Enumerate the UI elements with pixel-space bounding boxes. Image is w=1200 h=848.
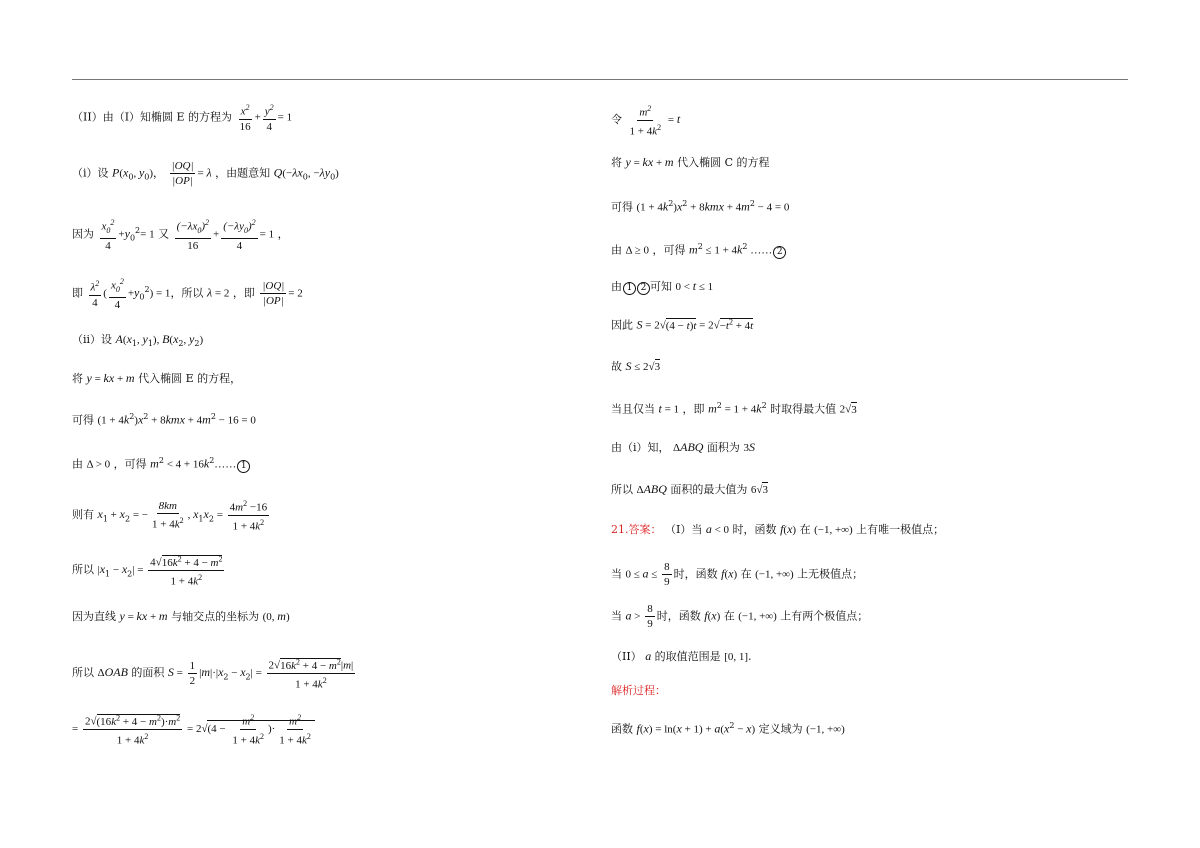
left-line-10: 所以 $|x_1 - x_2|$ = $\frac{4√16k^2 + 4 - m^2}{1 + 4k^2}$	[72, 554, 223, 588]
line-text: 故	[611, 360, 626, 373]
line-text: （i）设	[72, 166, 113, 180]
right-line-13: 当 a > $\frac{8}{9}$ 时，函数 f(x) 在 (−1, +∞) 上有两个极值点；	[611, 603, 869, 630]
left-line-7: 可得 $(1 + 4k^2)x^2 + 8kmx + 4m^2 - 16 = 0$	[72, 412, 256, 427]
answer-label: 21.答案：	[611, 523, 662, 536]
left-line-6: 将 y = kx + m 代入椭圆 E 的方程，	[72, 371, 242, 385]
line-text: 函数	[611, 722, 637, 736]
line-text: 所以	[72, 563, 98, 577]
right-line-1: 令 $\frac{m^2}{1 + 4k^2}$ = t	[611, 104, 681, 138]
line-text: 令	[611, 113, 626, 127]
line-text: 即	[72, 286, 87, 300]
right-line-12: 当 0 ≤ a ≤ $\frac{8}{9}$ 时，函数 f(x) 在 (−1, +∞) 上无极值点；	[611, 561, 864, 588]
right-line-4: 由 Δ ≥ 0 ，可得 $m^2 \le 1 + 4k^2$ …… 2	[611, 240, 786, 259]
header-rule	[72, 79, 1128, 80]
line-text: 当且仅当	[611, 402, 659, 416]
circle-one: 1	[237, 460, 250, 473]
left-line-3: 因为 $\frac{x_0^2}{4}$ $+y_0^2= 1$ 又 $\frac{(-\lambda x_0)^2}{16}$ + $\frac{(-\lambda y_0)^2}{4}$ = 1 ，	[72, 218, 289, 252]
line-text: 将	[72, 372, 87, 385]
right-line-9: 由（i）知， ΔABQ 面积为 3S	[611, 440, 755, 454]
left-line-9: 则有 $x_1 + x_2$ = − $\frac{8km}{1 + 4k^2}$ , $x_1x_2$ = $\frac{4m^2 -16}{1 + 4k^2}$	[72, 499, 268, 533]
line-text: 将	[611, 156, 626, 169]
right-line-10: 所以 ΔABQ 面积的最大值为 6√3	[611, 482, 768, 496]
line-text: 由	[611, 243, 626, 257]
line-text: 因此	[611, 318, 637, 332]
line-text: 因为	[72, 227, 98, 241]
line-text: （II）由（I）知椭圆 E 的方程为	[72, 110, 233, 124]
right-line-5: 由 1 2 可知 0 < t ≤ 1	[611, 279, 714, 293]
analysis-label: 解析过程：	[611, 684, 666, 697]
line-text: （ii）设	[72, 333, 116, 346]
circle-one: 1	[623, 282, 636, 295]
line-text: （II）	[611, 650, 646, 663]
left-line-13: = $\frac{2√(16k^2 + 4 - m^2)\cdot m^2}{1 + 4k^2}$ = 2√(4 − $\frac{m^2}{1 + 4k^2}$ )· $\frac{m^2}{1 + 4k^2}$	[72, 712, 315, 746]
circle-two: 2	[637, 282, 650, 295]
right-line-11: 21.答案： （I）当 a < 0 时，函数 f(x) 在 (−1, +∞) 上有唯一极值点；	[611, 522, 945, 536]
line-text: 因为直线	[72, 610, 120, 623]
right-line-16: 函数 $f(x) = \ln(x + 1) + a(x^2 - x)$ 定义域为 (−1, +∞)	[611, 721, 845, 736]
line-text: 由	[72, 457, 87, 471]
circle-two: 2	[773, 246, 786, 259]
line-text: 所以	[72, 666, 98, 680]
left-line-8: 由 Δ > 0 ，可得 $m^2 < 4$ + $16k^2\dots\dots$ 1	[72, 454, 250, 473]
line-text: 当	[611, 609, 626, 623]
left-line-5: （ii）设 $A(x_1$, $y_1$), $B(x_2$, $y_2$)	[72, 332, 204, 349]
right-line-8: 当且仅当 t = 1 ，即 $m^2 = 1 + 4k^2$ 时取得最大值 2√3	[611, 401, 857, 416]
line-text: 当	[611, 567, 626, 581]
right-line-2: 将 y = kx + m 代入椭圆 C 的方程	[611, 155, 770, 169]
line-text: 由（i）知，	[611, 441, 670, 454]
line-text: 则有	[72, 508, 98, 522]
right-line-3: 可得 $(1 + 4k^2)x^2 + 8kmx + 4m^2 - 4 = 0$	[611, 199, 790, 214]
line-text: 所以	[611, 483, 637, 496]
left-line-2: （i）设 $P(x_0$, $y_0$)， $\frac{|OQ|}{|OP|}$ = λ ，由题意知 $Q(-\lambda x_0$, $-\lambda y_0$)	[72, 160, 339, 187]
right-line-7: 故 S ≤ 2√3	[611, 359, 661, 373]
left-line-11: 因为直线 y = kx + m 与轴交点的坐标为 (0, m)	[72, 609, 290, 623]
left-line-12: 所以 ΔOAB 的面积 S = $\frac{1}{2}$ $|m|\cdot|x_2 - x_2|$ = $\frac{2√16k^2 + 4 - m^2|m|}{1 + 4k^2}$	[72, 657, 354, 691]
right-line-14: （II） a 的取值范围是 [0, 1].	[611, 649, 752, 663]
line-text: 可得	[611, 200, 637, 214]
left-line-1: （II）由（I）知椭圆 E 的方程为 $\frac{x^2}{16}$ + $\frac{y^2}{4}$ = 1	[72, 103, 293, 133]
line-text: 可得	[72, 413, 98, 427]
right-line-6: 因此 $S = 2√(4 - t)t = 2√-t^2 + 4t$	[611, 317, 754, 332]
left-line-4: 即 $\frac{\lambda^2}{4}$ ( $\frac{x_0^2}{4}$ $+y_0^2) = 1$，所以 λ = 2 ，即 $\frac{|OQ|}{|OP|}$ = 2	[72, 277, 303, 311]
